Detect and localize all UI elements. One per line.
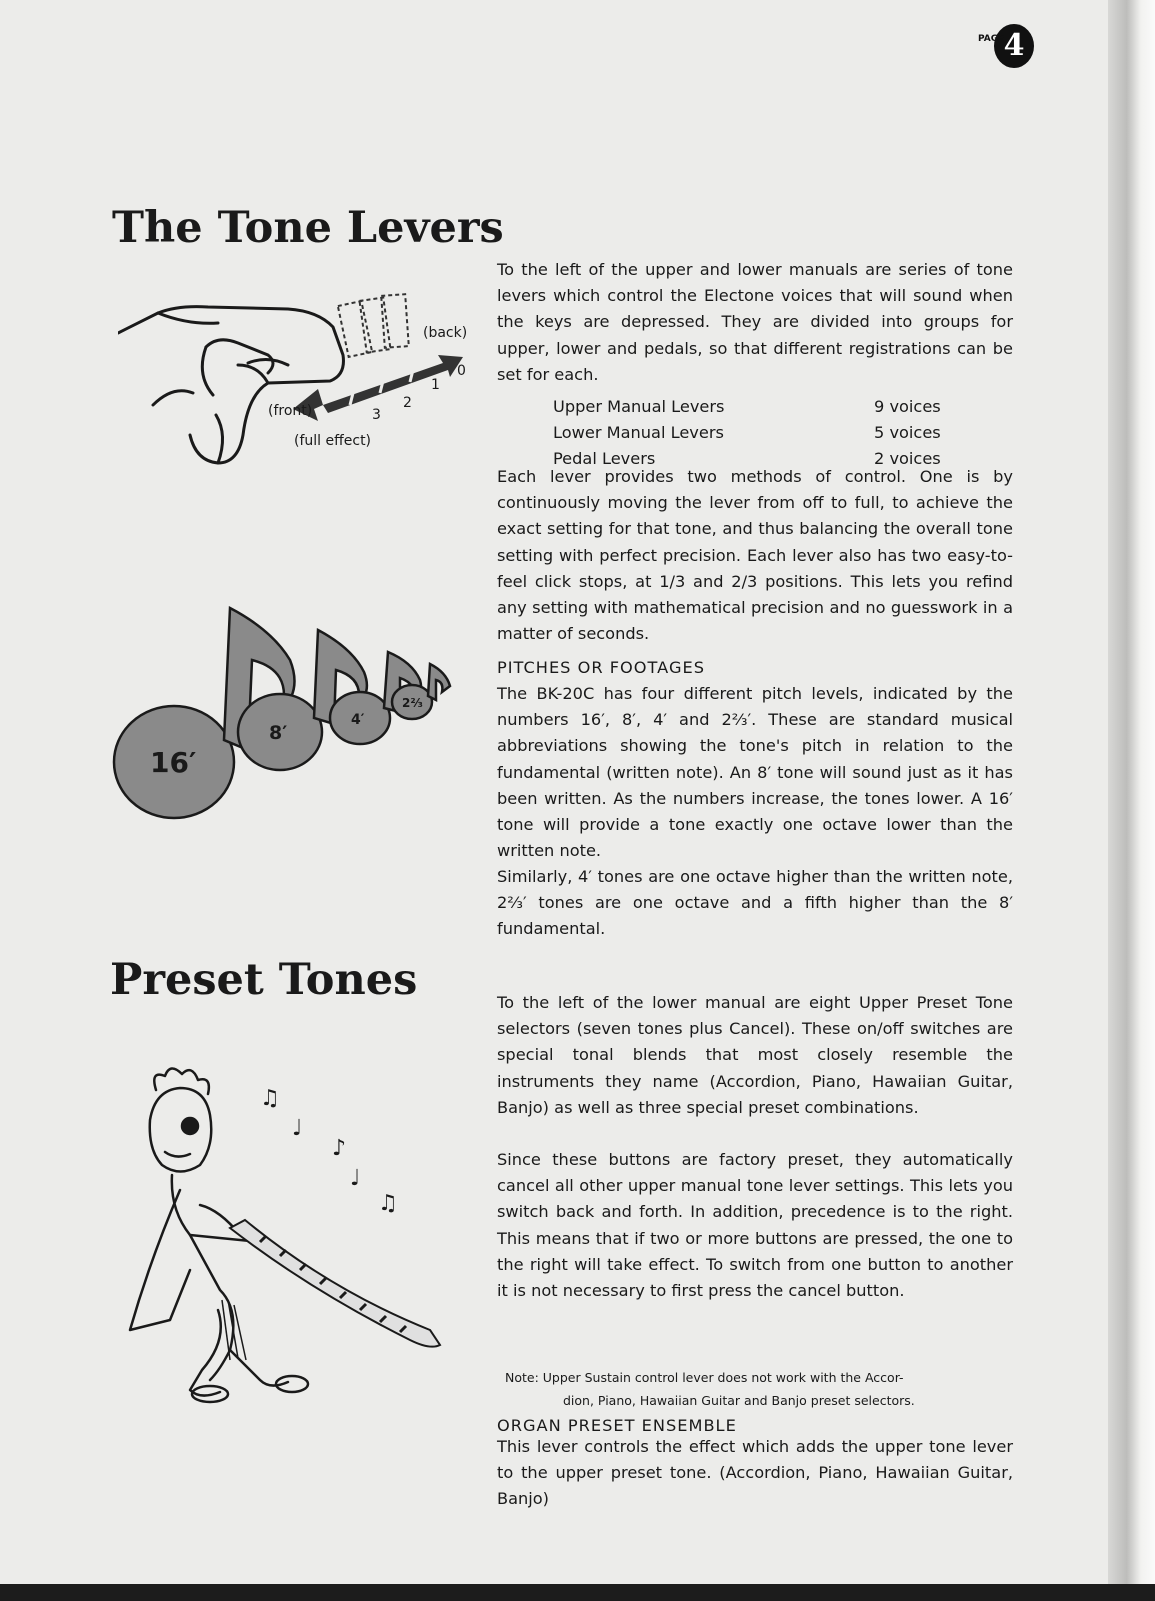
svg-text:♪: ♪ [332,1136,347,1161]
preset-tones-text-2: Since these buttons are factory preset, they automatically cancel all other upper manual tone lever settings. This lets you switch back and forth. In addition, precedence is to the right. This means that if two or more buttons are pressed, the one to the right will take effect. To switch from one button to another it is not necessary to first press the cancel button. [497,1150,1013,1301]
voices-list [553,394,953,473]
page-number-badge [978,22,1034,72]
preset-note [505,1366,1020,1412]
organ-preset-heading: ORGAN PRESET ENSEMBLE [497,1416,737,1435]
note-4-label: 4′ [351,712,365,728]
note-223-label: 2⅔ [402,696,423,710]
voices-label: Upper Manual Levers [553,397,725,416]
voices-label: Pedal Levers [553,449,656,469]
pitches-text-1: The BK-20C has four different pitch levels, indicated by the numbers 16′, 8′, 4′ and 2⅔′. These are standard musical abbreviations showing the tone's pitch in relation to the fundamental (written note). An 8′ tone will sound just as it has been written. As the numbers increase, the tones lower. A 16′ tone will provide a tone exactly one octave lower than the written note. [497,684,1013,861]
organ-preset-text: This lever controls the effect which adds the upper tone lever to the upper preset tone. (Accordion, Piano, Hawaiian Guitar, Banjo) [497,1437,1013,1509]
organist-cartoon [110,1060,460,1410]
note-16-label: 16′ [150,746,197,779]
front-label: (front) [268,403,313,419]
lever-control-text: Each lever provides two methods of control. One is by continuously moving the lever from off to full, to achieve the exact setting for that tone, and thus balancing the overall tone setting with perfect precision. Each lever also has two easy-to-feel click stops, at 1/3 and 2/3 positions. This lets you refind any setting with mathematical precision and no guesswork in a matter of seconds. [497,467,1013,644]
svg-text:♩: ♩ [350,1166,361,1191]
page-label: PAGE [978,34,1005,44]
preset-tones-title: Preset Tones [110,955,418,1005]
voices-count: 2 voices [874,449,941,469]
preset-tones-text-1: To the left of the lower manual are eight Upper Preset Tone selectors (seven tones plus Cancel). These on/off switches are special tonal blends that most closely resemble the instruments they name (Accordion, Piano, Hawaiian Guitar, Banjo) as well as three special preset combinations. [497,993,1013,1117]
tone-levers-title: The Tone Levers [112,203,504,253]
voices-row [553,394,953,420]
page-number: 4 [1003,28,1025,63]
back-label: (back) [423,325,468,341]
lever-pos-1: 1 [431,377,440,393]
pitches-heading: PITCHES OR FOOTAGES [497,658,705,677]
svg-text:♫: ♫ [260,1086,280,1111]
full-effect-label: (full effect) [294,433,372,449]
pitches-text-2: Similarly, 4′ tones are one octave higher than the written note, 2⅔′ tones are one octave and a fifth higher than the 8′ fundamental. [497,867,1013,939]
svg-text:♫: ♫ [378,1191,398,1216]
voices-label: Lower Manual Levers [553,423,724,443]
note-8-label: 8′ [269,722,288,744]
preset-note-line-1: Note: Upper Sustain control lever does not work with the Accor- [505,1370,904,1385]
svg-text:♩: ♩ [292,1116,303,1141]
voices-count: 9 voices [874,397,941,416]
preset-note-line-2: dion, Piano, Hawaiian Guitar and Banjo preset selectors. [563,1393,915,1408]
lever-pos-0: 0 [457,363,466,379]
tone-lever-diagram [118,285,498,475]
voices-row [553,420,953,446]
lever-pos-3: 3 [372,407,381,423]
footage-notes-illustration [112,600,452,840]
lever-pos-2: 2 [403,395,412,411]
page-edge [1108,0,1155,1601]
voices-count: 5 voices [874,423,941,443]
tone-levers-intro: To the left of the upper and lower manuals are series of tone levers which control the Electone voices that will sound when the keys are depressed. They are divided into groups for upper, lower and pedals, so that different registrations can be set for each. [497,260,1013,384]
page-bottom-edge [0,1584,1155,1601]
